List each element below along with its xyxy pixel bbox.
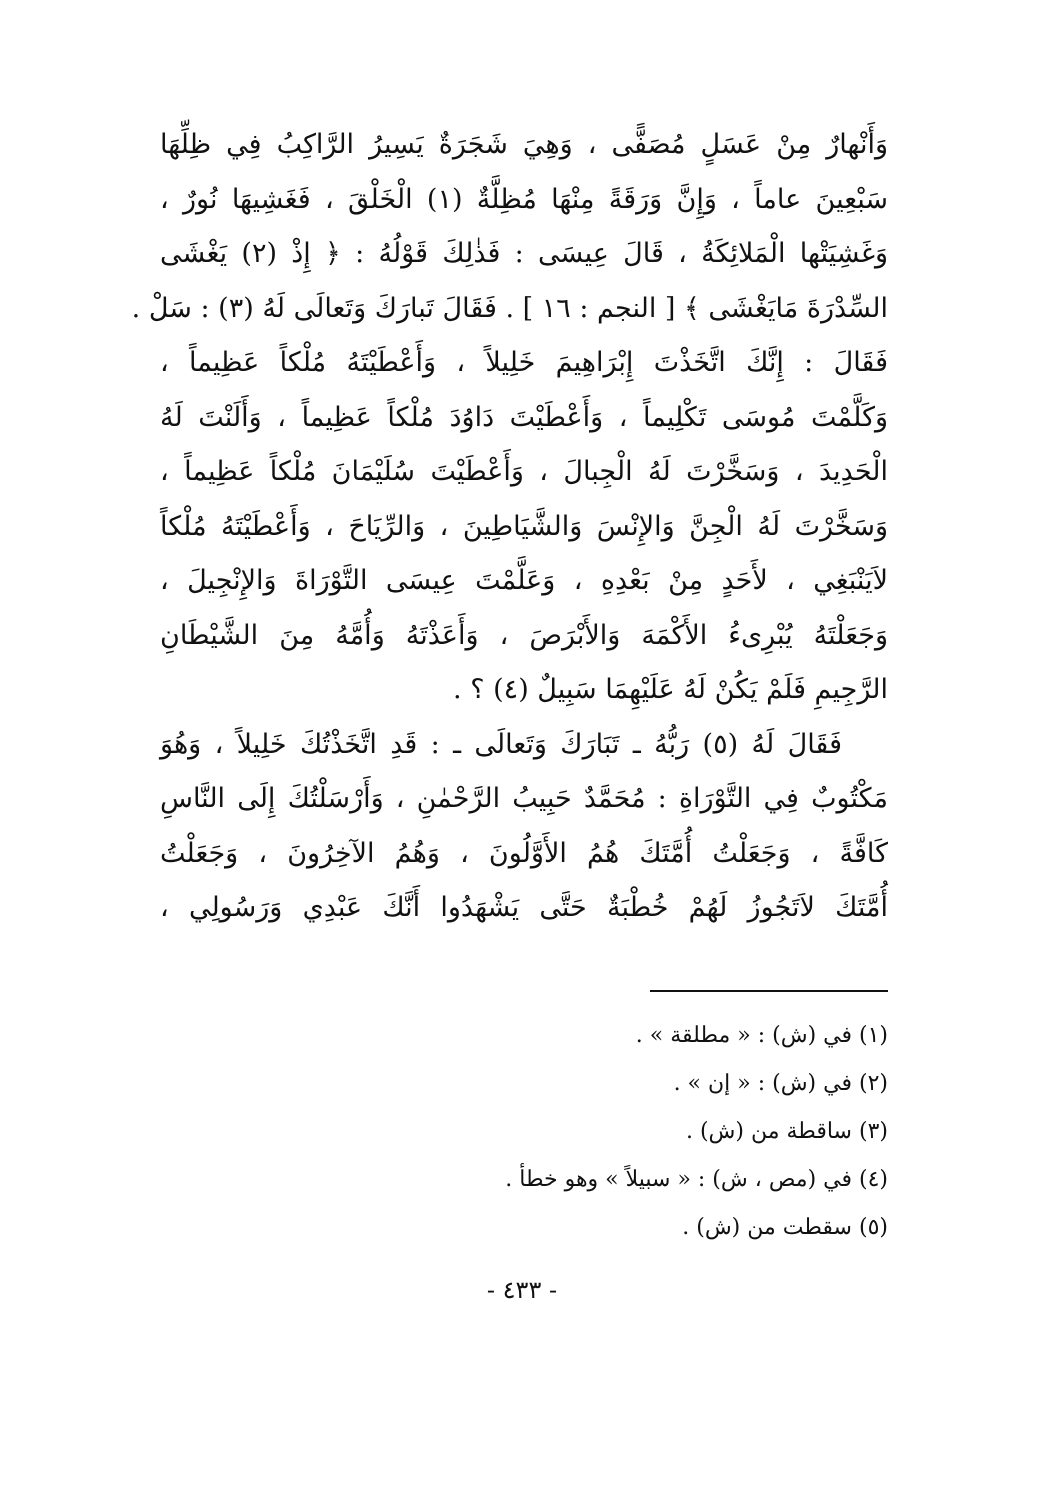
footnote: (٤) في (مص ، ش) : « سبيلاً » وهو خطأ .	[505, 1167, 888, 1192]
text-line: كَافَّةً ، وَجَعَلْتُ أُمَّتَكَ هُمُ الأَوَّلُونَ ، وَهُمُ الآخِرُونَ ، وَجَعَلْتُ	[160, 837, 888, 869]
text-line: لاَيَنْبَغِي ، لأَحَدٍ مِنْ بَعْدِهِ ، وَعَلَّمْتَ عِيسَى التَّوْرَاةَ وَالإِنْجِيلَ ،	[160, 565, 888, 596]
footnote: (٢) في (ش) : « إن » .	[673, 1071, 888, 1096]
text-line: سَبْعِينَ عاماً ، وَإِنَّ وَرَقَةً مِنْهَا مُظِلَّةٌ (١) الْخَلْقَ ، فَغَشِيهَا نُورٌ ،	[160, 183, 889, 215]
footnotes	[160, 1012, 888, 1252]
text-line: وَجَعَلْتَهُ يُبْرِىءُ الأَكْمَهَ وَالأَبْرَصَ ، وَأَعَذْتَهُ وَأُمَّهُ مِنَ الشَّيْطَانِ	[160, 619, 888, 651]
main-text	[131, 118, 889, 936]
page-number: - ٤٣٣ -	[486, 1276, 558, 1304]
text-line: السِّدْرَةَ مَايَغْشَى ﴾ [ النجم : ١٦ ] . فَقَالَ تَبارَكَ وَتَعالَى لَهُ (٣) : سَلْ .	[131, 292, 888, 324]
footnote-divider	[650, 990, 888, 992]
footnote: (١) في (ش) : « مطلقة » .	[635, 1023, 888, 1048]
text-line: أُمَّتَكَ لاَتَجُوزُ لَهُمْ خُطْبَةٌ حَتَّى يَشْهَدُوا أَنَّكَ عَبْدِي وَرَسُولِي ،	[160, 892, 888, 923]
text-line: الْحَدِيدَ ، وَسَخَّرْتَ لَهُ الْجِبالَ ، وَأَعْطَيْتَ سُلَيْمَانَ مُلْكاً عَظِيماً ،	[160, 456, 888, 487]
text-line: مَكْتُوبٌ فِي التَّوْرَاةِ : مُحَمَّدٌ حَبِيبُ الرَّحْمٰنِ ، وَأَرْسَلْتُكَ إِلَى النَّاسِ	[160, 783, 888, 814]
text-line: الرَّجِيمِ فَلَمْ يَكُنْ لَهُ عَلَيْهِمَا سَبِيلٌ (٤) ؟ .	[453, 674, 888, 705]
text-line: وَكَلَّمْتَ مُوسَى تَكْلِيماً ، وَأَعْطَيْتَ دَاوُدَ مُلْكاً عَظِيماً ، وَأَلَنْتَ لَهُ	[160, 401, 888, 433]
text-line: وَسَخَّرْتَ لَهُ الْجِنَّ وَالإِنْسَ وَالشَّيَاطِينَ ، وَالرِّيَاحَ ، وَأَعْطَيْتَهُ مُلْكاً	[160, 510, 888, 542]
footnote: (٣) ساقطة من (ش) .	[685, 1119, 888, 1144]
text-line: وَأَنْهارٌ مِنْ عَسَلٍ مُصَفًّى ، وَهِيَ شَجَرَةٌ يَسِيرُ الرَّاكِبُ فِي ظِلِّهَا	[160, 129, 888, 160]
footnote: (٥) سقطت من (ش) .	[682, 1215, 888, 1240]
text-line-paragraph-start: فَقَالَ لَهُ (٥) رَبُّهُ ـ تَبَارَكَ وَتَعالَى ـ : قَدِ اتَّخَذْتُكَ خَلِيلاً ، وَهُوَ	[160, 728, 842, 760]
text-line: فَقَالَ : إِنَّكَ اتَّخَذْتَ إِبْرَاهِيمَ خَلِيلاً ، وَأَعْطَيْتَهُ مُلْكاً عَظِيماً ،	[160, 347, 888, 378]
text-line: وَغَشِيَتْها الْمَلائِكَةُ ، قَالَ عِيسَى : فَذٰلِكَ قَوْلُهُ : ﴿ إِذْ (٢) يَغْشَى	[160, 238, 888, 269]
